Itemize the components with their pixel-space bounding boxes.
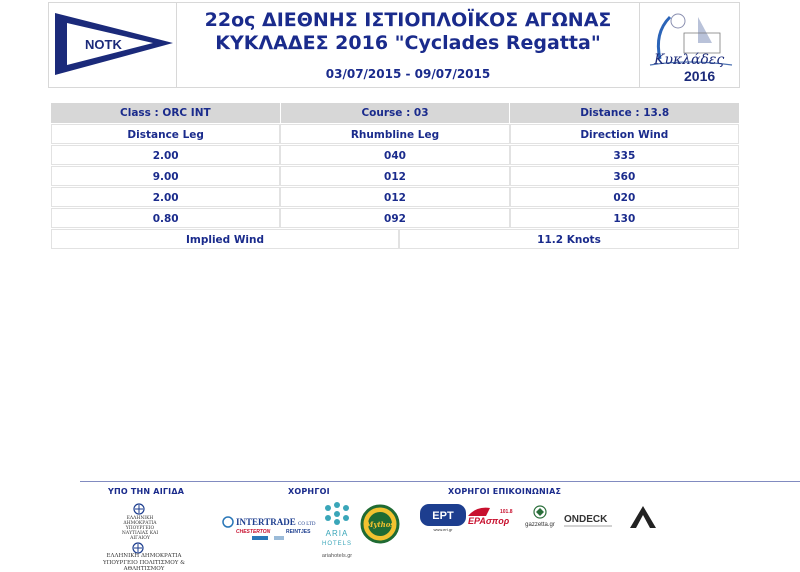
notk-logo-text: NOTK: [85, 37, 122, 52]
hotels-text: HOTELS: [321, 541, 353, 547]
aria-hotels-logo: [318, 500, 356, 548]
intertrade-logo: [222, 512, 322, 542]
class-cell: Class : ORC INT: [51, 103, 281, 123]
direction-wind-cell: 130: [510, 208, 739, 228]
ert-logo: [420, 504, 466, 532]
direction-wind-cell: 335: [510, 145, 739, 165]
notk-flag-icon: [49, 3, 175, 87]
column-header: Direction Wind: [510, 124, 739, 144]
notk-logo: [49, 3, 177, 87]
aegis-culture-line1: ΕΛΛΗΝΙΚΗ ΔΗΜΟΚΡΑΤΙΑ: [106, 553, 182, 559]
table-row: [51, 166, 739, 187]
aria-url: ariahotels.gr: [321, 553, 353, 559]
rhumbline-leg-cell: 012: [280, 187, 509, 207]
intertrade-text: INTERTRADE: [236, 517, 296, 527]
reintjes-text: REINTJES: [286, 529, 311, 535]
mythos-text: Mythos: [365, 520, 395, 529]
column-header-row: [51, 124, 739, 145]
regatta-header: [48, 2, 740, 88]
aria-text: ARIA: [325, 529, 349, 538]
media-sponsors-heading: ΧΟΡΗΓΟΙ ΕΠΙΚΟΙΝΩΝΙΑΣ: [448, 487, 562, 496]
page-subtitle: ΚΥΚΛΑΔΕΣ 2016 "Cyclades Regatta": [215, 32, 601, 54]
direction-wind-cell: 360: [510, 166, 739, 186]
page-title: 22ος ΔΙΕΘΝΗΣ ΙΣΤΙΟΠΛΟΪΚΟΣ ΑΓΩΝΑΣ: [204, 9, 612, 31]
column-header: Distance Leg: [51, 124, 280, 144]
direction-wind-cell: 020: [510, 187, 739, 207]
distance-leg-cell: 2.00: [51, 145, 280, 165]
erasport-frequency: 101.8: [500, 509, 513, 515]
gazzetta-text: gazzetta.gr: [525, 522, 555, 528]
cyclades-logo-year: 2016: [684, 68, 716, 84]
course-cell: Course : 03: [281, 103, 511, 123]
mythos-logo: [360, 504, 400, 544]
distance-leg-cell: 0.80: [51, 208, 280, 228]
distance-leg-cell: 2.00: [51, 187, 280, 207]
sponsors-heading: ΧΟΡΗΓΟΙ: [288, 487, 330, 496]
erasport-logo: [466, 504, 518, 528]
table-header-row: [51, 103, 739, 124]
ert-text: ΕΡΤ: [432, 510, 454, 522]
implied-wind-label: Implied Wind: [51, 229, 399, 249]
column-header: Rhumbline Leg: [280, 124, 509, 144]
table-row: [51, 208, 739, 229]
ert-url: www.ert.gr: [433, 527, 453, 532]
ondeck-text: ONDECK: [564, 514, 608, 525]
table-row: [51, 145, 739, 166]
aegis-culture-line2: ΥΠΟΥΡΓΕΙΟ ΠΟΛΙΤΙΣΜΟΥ & ΑΘΛΗΤΙΣΜΟΥ: [102, 560, 186, 572]
table-row: [51, 187, 739, 208]
footer-divider: [80, 481, 800, 482]
cyclades-2016-logo: [639, 3, 739, 87]
rhumbline-leg-cell: 012: [280, 166, 509, 186]
cyclades-sail-icon: [640, 3, 738, 87]
implied-wind-row: [51, 229, 739, 250]
cyclades-logo-text: Κυκλάδες: [654, 52, 725, 68]
implied-wind-value: 11.2 Knots: [399, 229, 739, 249]
aegis-heading: ΥΠΟ ΤΗΝ ΑΙΓΙΔΑ: [108, 487, 185, 496]
distance-leg-cell: 9.00: [51, 166, 280, 186]
erasport-text: ΕΡΑσπορ: [468, 516, 510, 526]
event-dates: 03/07/2015 - 09/07/2015: [325, 67, 491, 81]
rhumbline-leg-cell: 040: [280, 145, 509, 165]
course-table: [51, 103, 739, 250]
triangle-brand-icon: [628, 504, 658, 530]
header-titles: [177, 3, 639, 87]
aegis-ministry-text: ΕΛΛΗΝΙΚΗ ΔΗΜΟΚΡΑΤΙΑ ΥΠΟΥΡΓΕΙΟ ΝΑΥΤΙΛΙΑΣ ΚΑΙ ΑΙΓΑΙΟΥ: [121, 516, 159, 541]
intertrade-suffix-text: CO LTD: [298, 522, 316, 527]
rhumbline-leg-cell: 092: [280, 208, 509, 228]
distance-cell: Distance : 13.8: [510, 103, 739, 123]
chesterton-text: CHESTERTON: [236, 529, 271, 535]
ondeck-logo: [562, 508, 616, 530]
gazzetta-logo: [520, 504, 560, 530]
